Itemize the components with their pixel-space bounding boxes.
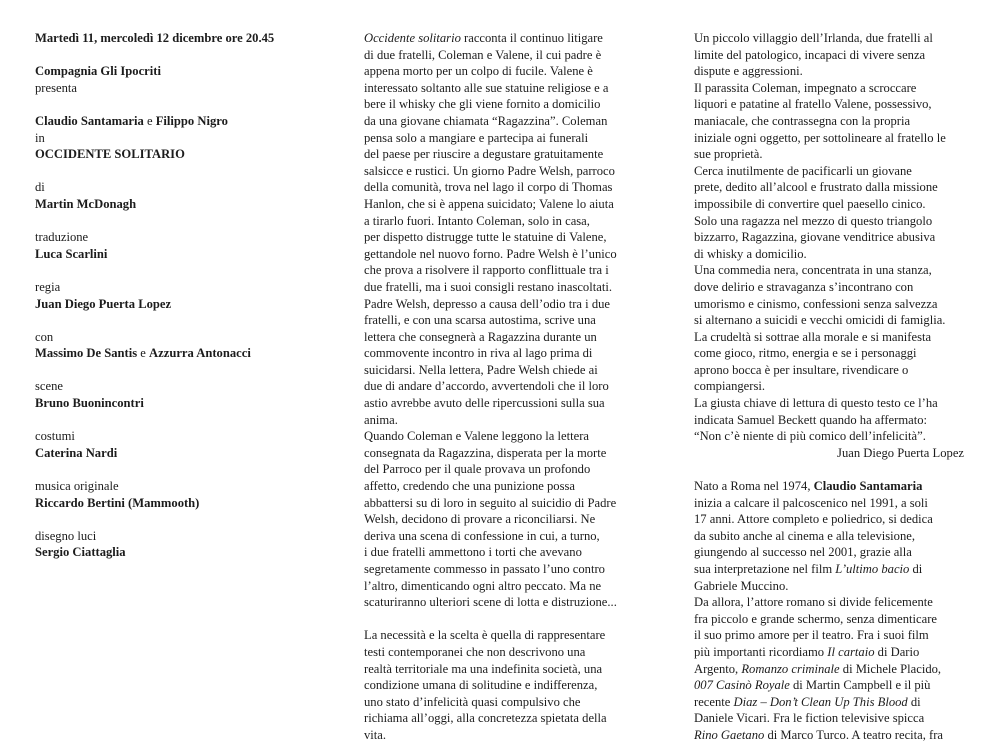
italic-title: Diaz – Don’t Clean Up This Blood (733, 694, 908, 709)
text-run: il suo primo amore per il teatro. Fra i suoi film (694, 628, 929, 643)
text-run: giungendo al successo nel 2001, grazie alla (694, 545, 912, 560)
notes-line (694, 229, 964, 246)
text-run: come gioco, ritmo, energia e se i personaggi (694, 346, 917, 361)
text-run: dispute e aggressioni. (694, 64, 803, 79)
text-run: Solo una ragazza nel mezzo di questo triangolo (694, 213, 933, 228)
text-run: aprono bocca è per insultare, rivendicare o (694, 362, 909, 377)
director-signature: Juan Diego Puerta Lopez (837, 445, 964, 460)
text-run: astio avrebbe avuto delle ripercussioni sulla sua (364, 396, 605, 411)
text-run: che prova a risolvere il rapporto conflittuale tra i (364, 263, 609, 278)
credits-line (35, 229, 300, 246)
synopsis-line (364, 495, 634, 512)
synopsis-line (364, 345, 634, 362)
synopsis-line (364, 246, 634, 263)
credits-line (35, 528, 300, 545)
text-run: Hanlon, che si è appena suicidato; Valene lo aiuta (364, 196, 614, 211)
notes-line (694, 262, 964, 279)
synopsis-line (364, 561, 634, 578)
text-run: Welsh, decidono di provare a riconciliarsi. Ne (364, 512, 596, 527)
credits-line (35, 196, 300, 213)
text-run: Padre Welsh, depresso a causa dell’odio tra i due (364, 296, 611, 311)
credits-line (35, 495, 300, 512)
text-run: in (35, 130, 45, 145)
text-run: affetto, credendo che una punizione possa (364, 479, 575, 494)
bio-line (694, 478, 964, 495)
bio-line (694, 578, 964, 595)
text-run: della comunità, trova nel lago il corpo di Thomas (364, 180, 613, 195)
blank-line (35, 362, 300, 379)
text-run: interessato soltanto alle sue statuine religiose e a (364, 80, 609, 95)
credits-line (35, 80, 300, 97)
credits-line (35, 378, 300, 395)
text-run: l’altro, dimenticando ogni altro peccato. Ma ne (364, 578, 602, 593)
italic-title: Il cartaio (827, 644, 875, 659)
notes-line (694, 163, 964, 180)
credits-column (35, 30, 300, 561)
synopsis-line (364, 163, 634, 180)
text-run: Il parassita Coleman, impegnato a scroccare (694, 80, 917, 95)
text-run: “Non c’è niente di più comico dell’infelicità”. (694, 429, 926, 444)
text-run: testi contemporanei che non descrivono una (364, 644, 586, 659)
synopsis-line (364, 528, 634, 545)
synopsis-line (364, 80, 634, 97)
text-run: due fratelli, ma i suoi consigli restano inascoltati. (364, 279, 612, 294)
text-run: deriva una scena di confessione in cui, a turno, (364, 528, 600, 543)
blank-line (35, 47, 300, 64)
text-run: presenta (35, 80, 77, 95)
synopsis-line (364, 279, 634, 296)
text-run: del paese per riuscire a degustare gratuitamente (364, 147, 604, 162)
italic-title: Rino Gaetano (694, 727, 765, 742)
notes-line (694, 96, 964, 113)
text-run: Cerca inutilmente de pacificarli un giovane (694, 163, 912, 178)
text-run: suicidarsi. Nella lettera, Padre Welsh chiede ai (364, 362, 598, 377)
synopsis-line (364, 329, 634, 346)
text-run: segretamente commesso in passato l’uno contro (364, 562, 605, 576)
notes-line (694, 30, 964, 47)
synopsis-column (364, 30, 634, 744)
bold-text: Filippo Nigro (155, 113, 228, 128)
bold-text: Riccardo Bertini (Mammooth) (35, 495, 200, 510)
credits-line (35, 63, 300, 80)
synopsis-line (364, 627, 634, 644)
text-run: e (143, 113, 156, 128)
credits-line (35, 544, 300, 561)
text-run: con (35, 329, 54, 344)
blank-line (35, 262, 300, 279)
notes-line (694, 428, 964, 445)
notes-line (694, 279, 964, 296)
synopsis-line (364, 511, 634, 528)
text-run: sue proprietà. (694, 147, 763, 162)
italic-title: 007 Casinò Royale (694, 678, 790, 693)
notes-line (694, 113, 964, 130)
italic-title: Romanzo criminale (741, 661, 840, 676)
notes-line (694, 47, 964, 64)
text-run: di (35, 180, 45, 195)
text-run: gettandole nel nuovo forno. Padre Welsh è l’unico (364, 246, 617, 261)
text-run: da una giovane chiamata “Ragazzina”. Coleman (364, 113, 608, 128)
text-run: abbattersi su di loro in seguito al suicidio di Padre (364, 495, 617, 510)
credits-line (35, 130, 300, 147)
text-run: scene (35, 379, 63, 394)
synopsis-line (364, 63, 634, 80)
bio-line (694, 677, 964, 694)
text-run: vita. (364, 727, 387, 742)
credits-line (35, 445, 300, 462)
blank-line (35, 163, 300, 180)
notes-column (694, 30, 964, 744)
notes-line (694, 63, 964, 80)
credits-line (35, 179, 300, 196)
synopsis-line (364, 578, 634, 595)
text-run: i due fratelli ammettono i torti che avevano (364, 545, 582, 560)
synopsis-line (364, 362, 634, 379)
synopsis-line (364, 710, 634, 727)
credits-line (35, 428, 300, 445)
bold-text: OCCIDENTE SOLITARIO (35, 147, 185, 162)
synopsis-line (364, 594, 634, 611)
credits-line (35, 279, 300, 296)
text-run: La crudeltà si sottrae alla morale e si manifesta (694, 329, 932, 344)
blank-line (35, 312, 300, 329)
italic-title: L’ultimo bacio (835, 562, 910, 576)
blank-line (35, 412, 300, 429)
text-run: bizzarro, Ragazzina, giovane venditrice abusiva (694, 230, 936, 245)
text-run: due di andare d’accordo, avvertendoli che il loro (364, 379, 609, 394)
credits-line (35, 146, 300, 163)
notes-line (694, 130, 964, 147)
text-run: prete, dedito all’alcool e frustrato dalla missione (694, 180, 938, 195)
spacer (694, 461, 964, 478)
bold-text: Compagnia Gli Ipocriti (35, 64, 161, 79)
synopsis-line (364, 130, 634, 147)
notes-line (694, 362, 964, 379)
synopsis-line (364, 694, 634, 711)
bio-line (694, 561, 964, 578)
text-run: condizione umana di solitudine e indifferenza, (364, 678, 598, 693)
text-run: Una commedia nera, concentrata in una stanza, (694, 263, 932, 278)
bold-text: Massimo De Santis (35, 346, 138, 361)
text-run: La necessità e la scelta è quella di rappresentare (364, 628, 606, 643)
synopsis-line (364, 478, 634, 495)
text-run: anima. (364, 412, 398, 427)
text-run: iniziale ogni oggetto, per sottolineare al fratello le (694, 130, 946, 145)
credits-line (35, 30, 300, 47)
text-run: richiama all’oggi, alla concretezza spietata della (364, 711, 607, 726)
text-run: da subito anche al cinema e alla televisione, (694, 528, 915, 543)
text-run: uno stato d’infelicità quasi compulsivo che (364, 694, 581, 709)
text-run: regia (35, 279, 61, 294)
text-run: racconta il continuo litigare (460, 31, 603, 45)
notes-line (694, 196, 964, 213)
text-run: salsicce e rustici. Un giorno Padre Welsh, parroco (364, 163, 615, 178)
text-run: maniacale, che contrassegna con la propria (694, 113, 911, 128)
notes-line (694, 345, 964, 362)
text-run: recente (694, 694, 734, 709)
text-run: di due fratelli, Coleman e Valene, il cui padre è (364, 47, 602, 62)
text-run: sua interpretazione nel film (694, 562, 836, 576)
text-run: Quando Coleman e Valene leggono la lettera (364, 429, 589, 444)
notes-line (694, 179, 964, 196)
bio-line (694, 594, 964, 611)
text-run: lettera che consegnerà a Ragazzina durante un (364, 329, 597, 344)
bold-text: Caterina Nardi (35, 445, 118, 460)
blank-line (35, 461, 300, 478)
synopsis-line (364, 179, 634, 196)
bold-text: Sergio Ciattaglia (35, 545, 126, 560)
synopsis-line (364, 30, 634, 47)
text-run: e (137, 346, 150, 361)
text-run: inizia a calcare il palcoscenico nel 1991, a soli (694, 495, 928, 510)
bio-line (694, 495, 964, 512)
bio-line (694, 644, 964, 661)
text-run: di Marco Turco. A teatro recita, fra (764, 727, 944, 742)
blank-line (364, 611, 634, 628)
director-notes (694, 30, 964, 445)
notes-line (694, 395, 964, 412)
text-run: di Dario (874, 644, 920, 659)
text-run: di (909, 562, 923, 576)
italic-title: Occidente solitario (364, 31, 461, 45)
blank-line (35, 96, 300, 113)
bio-line (694, 710, 964, 727)
notes-line (694, 329, 964, 346)
text-run: Daniele Vicari. Fra le fiction televisive spicca (694, 711, 925, 726)
text-run: del Parroco per il quale provava un profondo (364, 462, 591, 477)
notes-line (694, 296, 964, 313)
notes-line (694, 412, 964, 429)
text-run: appena morto per un colpo di fucile. Valene è (364, 64, 593, 79)
synopsis-line (364, 378, 634, 395)
synopsis-line (364, 727, 634, 744)
bold-text: Martin McDonagh (35, 196, 137, 211)
synopsis-line (364, 428, 634, 445)
bold-text: Bruno Buonincontri (35, 396, 144, 411)
text-run: Da allora, l’attore romano si divide felicemente (694, 595, 933, 610)
text-run: si alternano a suicidi e vecchi omicidi di famiglia. (694, 313, 946, 328)
credits-line (35, 478, 300, 495)
text-run: Argento, (694, 661, 742, 676)
notes-line (694, 213, 964, 230)
bio-line (694, 544, 964, 561)
bold-text: Claudio Santamaria (35, 113, 144, 128)
text-run: realtà territoriale ma una indefinita società, una (364, 661, 603, 676)
text-run: indicata Samuel Beckett quando ha affermato: (694, 412, 928, 427)
synopsis-line (364, 196, 634, 213)
synopsis-line (364, 395, 634, 412)
text-run: fra piccolo e grande schermo, senza dimenticare (694, 611, 938, 626)
text-run: bere il whisky che gli viene fornito a domicilio (364, 97, 601, 112)
bold-text: Claudio Santamaria (813, 479, 923, 494)
bio-line (694, 511, 964, 528)
bio-line (694, 661, 964, 678)
synopsis-line (364, 677, 634, 694)
text-run: scaturiranno ulteriori scene di lotta e distruzione... (364, 595, 617, 610)
text-run: di (907, 694, 921, 709)
text-run: pensa solo a mangiare e partecipa ai funerali (364, 130, 589, 145)
synopsis-line (364, 296, 634, 313)
bold-text: Luca Scarlini (35, 246, 108, 261)
synopsis-line (364, 661, 634, 678)
text-run: Nato a Roma nel 1974, (694, 479, 814, 494)
bio-line (694, 627, 964, 644)
text-run: Gabriele Muccino. (694, 578, 789, 593)
bio-line (694, 727, 964, 744)
bio-line (694, 611, 964, 628)
text-run: dove delirio e stravaganza s’incontrano con (694, 279, 914, 294)
text-run: per dispetto distrugge tutte le statuine di Valene, (364, 230, 607, 245)
text-run: più importanti ricordiamo (694, 644, 828, 659)
credits-line (35, 113, 300, 130)
notes-line (694, 312, 964, 329)
notes-line (694, 80, 964, 97)
blank-line (35, 511, 300, 528)
notes-line (694, 246, 964, 263)
synopsis-line (364, 445, 634, 462)
text-run: umorismo e cinismo, confessioni senza salvezza (694, 296, 938, 311)
bold-text: Azzurra Antonacci (149, 346, 251, 361)
text-run: Un piccolo villaggio dell’Irlanda, due fratelli al (694, 31, 933, 45)
credits-line (35, 246, 300, 263)
synopsis-line (364, 644, 634, 661)
synopsis-line (364, 113, 634, 130)
credits-line (35, 345, 300, 362)
text-run: 17 anni. Attore completo e poliedrico, si dedica (694, 512, 933, 527)
synopsis-line (364, 262, 634, 279)
text-run: fratelli, e con una scarsa autostima, scrive una (364, 313, 596, 328)
text-run: di whisky a domicilio. (694, 246, 807, 261)
synopsis-line (364, 47, 634, 64)
text-run: commovente incontro in riva al lago prima di (364, 346, 593, 361)
blank-line (35, 213, 300, 230)
synopsis-line (364, 213, 634, 230)
credits-line (35, 296, 300, 313)
credits-line (35, 329, 300, 346)
text-run: compiangersi. (694, 379, 765, 394)
text-run: traduzione (35, 230, 89, 245)
synopsis-line (364, 146, 634, 163)
bio-line (694, 528, 964, 545)
bold-text: Juan Diego Puerta Lopez (35, 296, 172, 311)
notes-line (694, 146, 964, 163)
bio-line (694, 694, 964, 711)
text-run: La giusta chiave di lettura di questo testo ce l’ha (694, 396, 938, 411)
bold-text: Martedì 11, mercoledì 12 dicembre ore 20.45 (35, 31, 275, 45)
text-run: di Michele Placido, (839, 661, 942, 676)
synopsis-line (364, 461, 634, 478)
text-run: a tirarlo fuori. Intanto Coleman, solo in casa, (364, 213, 590, 228)
actor-bio (694, 478, 964, 744)
text-run: musica originale (35, 479, 119, 494)
text-run: di Martin Campbell e il più (789, 678, 931, 693)
text-run: disegno luci (35, 528, 97, 543)
synopsis-line (364, 544, 634, 561)
notes-line (694, 378, 964, 395)
credits-line (35, 395, 300, 412)
text-run: costumi (35, 429, 75, 444)
text-run: impossibile di convertire quel paesello cinico. (694, 196, 926, 211)
text-run: limite del patologico, incapaci di vivere senza (694, 47, 926, 62)
synopsis-line (364, 229, 634, 246)
text-run: consegnata da Ragazzina, disperata per la morte (364, 445, 607, 460)
synopsis-line (364, 96, 634, 113)
synopsis-line (364, 412, 634, 429)
synopsis-line (364, 312, 634, 329)
text-run: liquori e patatine al fratello Valene, possessivo, (694, 97, 932, 112)
